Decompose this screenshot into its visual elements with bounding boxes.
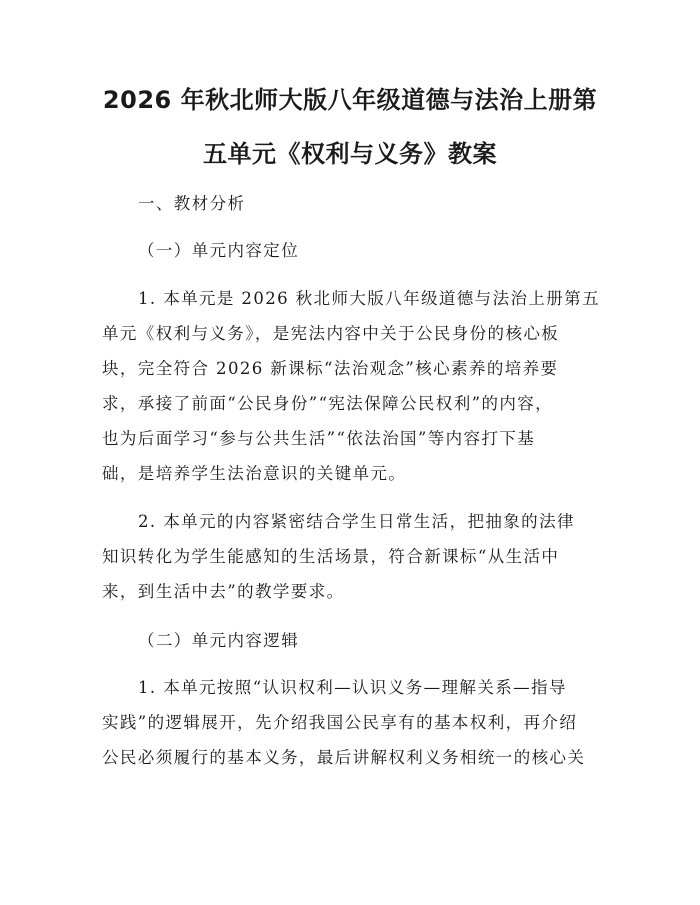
paragraph-line: 实践”的逻辑展开，先介绍我国公民享有的基本权利，再介绍 xyxy=(102,713,578,732)
document-title-line-1: 2026 年秋北师大版八年级道德与法治上册第 xyxy=(102,86,598,114)
subsection-heading-2: （二）单元内容逻辑 xyxy=(138,631,300,650)
paragraph-line: 1. 本单元是 2026 秋北师大版八年级道德与法治上册第五 xyxy=(138,289,600,308)
paragraph-line: 也为后面学习“参与公共生活”“依法治国”等内容打下基 xyxy=(102,429,536,448)
paragraph-line: 求，承接了前面“公民身份”“宪法保障公民权利”的内容， xyxy=(102,394,554,413)
section-heading-1: 一、教材分析 xyxy=(138,194,246,213)
paragraph-line: 公民必须履行的基本义务，最后讲解权利义务相统一的核心关 xyxy=(102,748,586,767)
paragraph-line: 来，到生活中去”的教学要求。 xyxy=(102,582,345,601)
document-title-line-2: 五单元《权利与义务》教案 xyxy=(203,140,497,168)
paragraph-line: 1. 本单元按照“认识权利—认识义务—理解关系—指导 xyxy=(138,678,567,697)
paragraph-line: 2. 本单元的内容紧密结合学生日常生活，把抽象的法律 xyxy=(138,512,575,531)
paragraph-line: 础，是培养学生法治意识的关键单元。 xyxy=(102,464,407,483)
subsection-heading-1: （一）单元内容定位 xyxy=(138,241,300,260)
paragraph-line: 块，完全符合 2026 新课标“法治观念”核心素养的培养要 xyxy=(102,359,559,378)
paragraph-line: 单元《权利与义务》，是宪法内容中关于公民身份的核心板 xyxy=(102,324,560,343)
paragraph-line: 知识转化为学生能感知的生活场景，符合新课标“从生活中 xyxy=(102,547,560,566)
